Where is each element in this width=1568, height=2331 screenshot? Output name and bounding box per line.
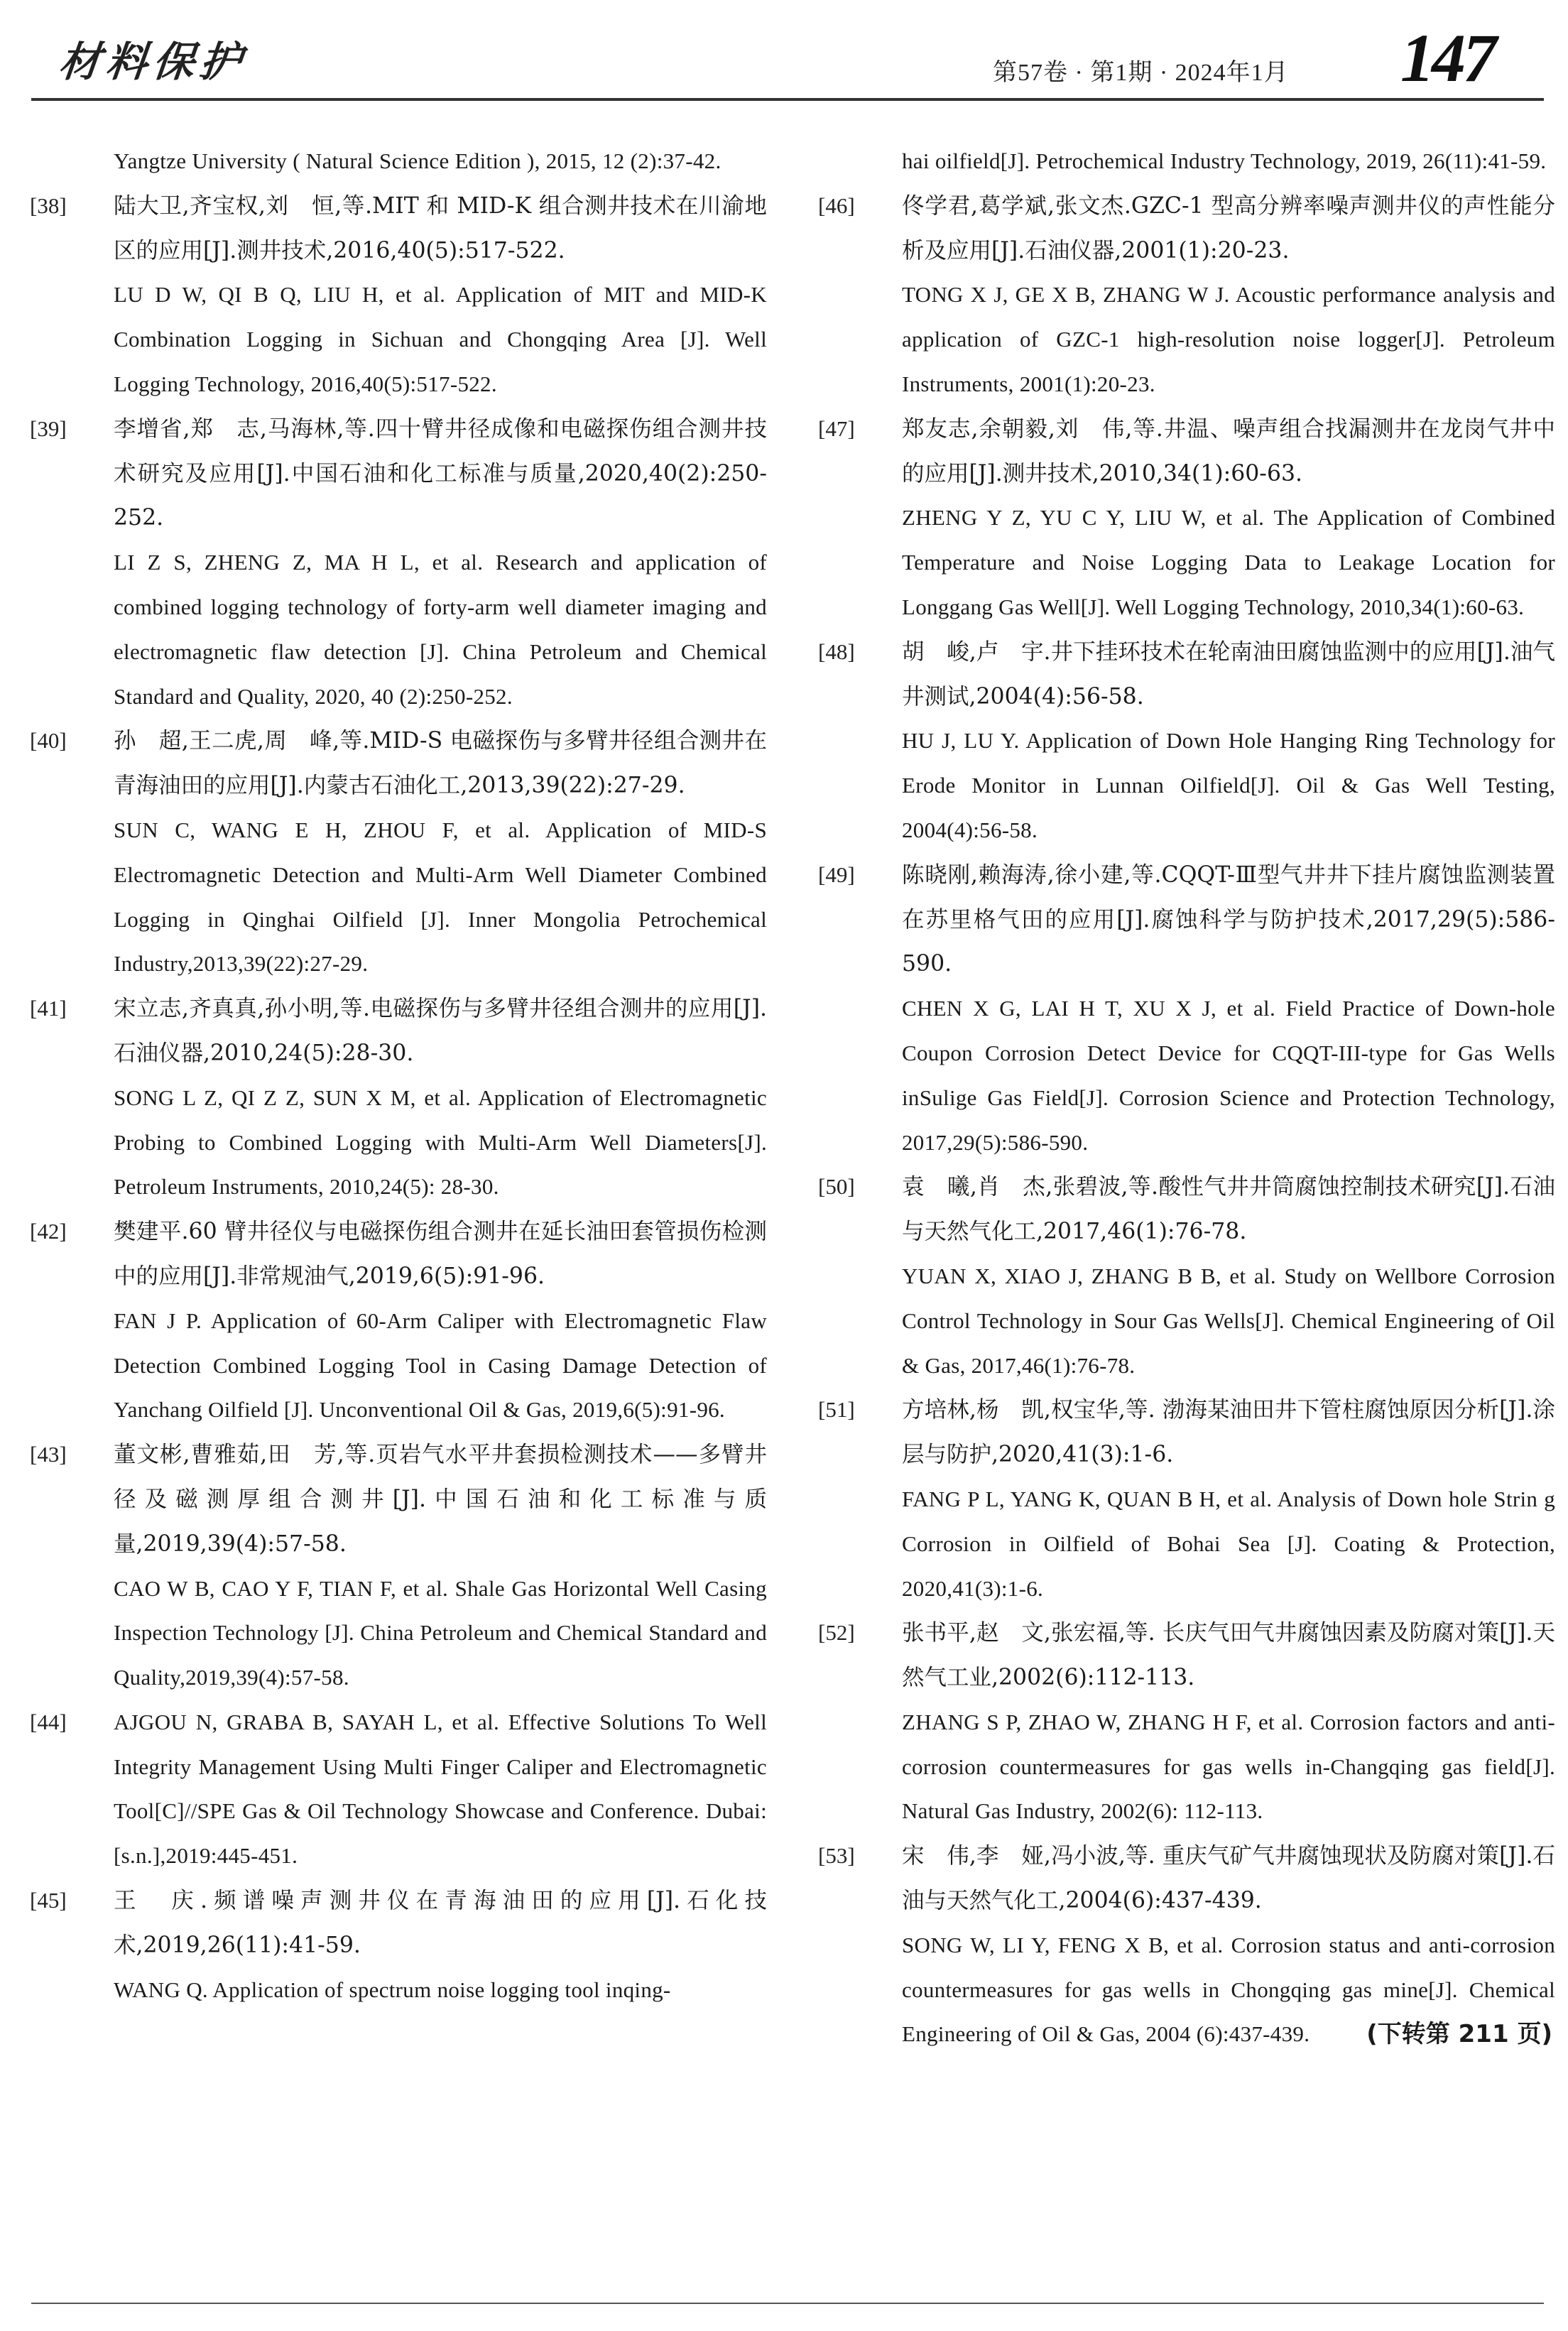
reference-chinese: 李增省,郑 志,马海林,等.四十臂井径成像和电磁探伤组合测井技术研究及应用[J].中国石油和化工标准与质量,2020,40(2):250-252. bbox=[114, 415, 767, 531]
journal-logo: 材料保护 bbox=[56, 38, 250, 86]
reference-chinese: 宋立志,齐真真,孙小明,等.电磁探伤与多臂井径组合测井的应用[J].石油仪器,2010,24(5):28-30. bbox=[114, 996, 767, 1066]
reference-english: AJGOU N, GRABA B, SAYAH L, et al. Effective Solutions To Well Integrity Management Using Multi Finger Caliper and Electromagnetic Tool[C]//SPE Gas & Oil Technology Showcase and Conference. Dubai:[s.n.],2019:445-451. bbox=[114, 1709, 767, 1869]
reference-list-left bbox=[30, 184, 767, 2013]
reference-chinese: 樊建平.60 臂井径仪与电磁探伤组合测井在延长油田套管损伤检测中的应用[J].非常规油气,2019,6(5):91-96. bbox=[114, 1219, 767, 1289]
reference-continuation: Yangtze University ( Natural Science Edition ), 2015, 12 (2):37-42. bbox=[114, 148, 722, 173]
reference-entry bbox=[818, 184, 1555, 407]
reference-chinese: 方培林,杨 凯,权宝华,等. 渤海某油田井下管柱腐蚀原因分析[J].涂层与防护,2020,41(3):1-6. bbox=[902, 1397, 1555, 1468]
reference-chinese: 陈晓刚,赖海涛,徐小建,等.CQQT-Ⅲ型气井井下挂片腐蚀监测装置在苏里格气田的应用[J].腐蚀科学与防护技术,2017,29(5):586-590. bbox=[902, 862, 1555, 977]
reference-entry bbox=[818, 1611, 1555, 1834]
reference-english: HU J, LU Y. Application of Down Hole Hanging Ring Technology for Erode Monitor in Lunnan Oilfield[J]. Oil & Gas Well Testing, 2004(4):56-58. bbox=[902, 728, 1555, 842]
reference-english: SONG L Z, QI Z Z, SUN X M, et al. Application of Electromagnetic Probing to Combined Logging with Multi-Arm Well Diameters[J]. Petroleum Instruments, 2010,24(5): 28-30. bbox=[114, 1085, 767, 1200]
reference-english: FANG P L, YANG K, QUAN B H, et al. Analysis of Down hole Strin g Corrosion in Oilfield of Bohai Sea [J]. Coating & Protection, 2020,41(3):1-6. bbox=[902, 1486, 1555, 1601]
reference-entry bbox=[30, 1700, 767, 1879]
reference-number: [51] bbox=[818, 1397, 855, 1423]
reference-chinese: 佟学君,葛学斌,张文杰.GZC-1 型高分辨率噪声测井仪的声性能分析及应用[J].石油仪器,2001(1):20-23. bbox=[902, 192, 1555, 263]
reference-number: [52] bbox=[818, 1620, 855, 1646]
reference-chinese: 董文彬,曹雅茹,田 芳,等.页岩气水平井套损检测技术——多臂井径及磁测厚组合测井[J].中国石油和化工标准与质量,2019,39(4):57-58. bbox=[114, 1442, 767, 1557]
page-header bbox=[0, 0, 1568, 107]
page-number: 147 bbox=[1400, 20, 1494, 96]
reference-number: [41] bbox=[30, 996, 67, 1021]
reference-chinese: 陆大卫,齐宝权,刘 恒,等.MIT 和 MID-K 组合测井技术在川渝地区的应用[J].测井技术,2016,40(5):517-522. bbox=[114, 192, 767, 263]
continued-on-page-note: (下转第 211 页) bbox=[1355, 2012, 1552, 2057]
reference-chinese: 袁 曦,肖 杰,张碧波,等.酸性气井井筒腐蚀控制技术研究[J].石油与天然气化工,2017,46(1):76-78. bbox=[902, 1174, 1555, 1245]
reference-english: FAN J P. Application of 60-Arm Caliper with Electromagnetic Flaw Detection Combined Logging Tool in Casing Damage Detection of Yanchang Oilfield [J]. Unconventional Oil & Gas, 2019,6(5):91-96. bbox=[114, 1308, 767, 1423]
reference-entry bbox=[818, 1388, 1555, 1611]
reference-number: [49] bbox=[818, 862, 855, 887]
reference-entry bbox=[30, 184, 767, 407]
reference-number: [45] bbox=[30, 1888, 67, 1913]
reference-english: CHEN X G, LAI H T, XU X J, et al. Field Practice of Down-hole Coupon Corrosion Detect Device for CQQT-III-type for Gas Wells inSulige Gas Field[J]. Corrosion Science and Protection Technology, 2017,29(5):586-590. bbox=[902, 996, 1555, 1155]
reference-chinese: 孙 超,王二虎,周 峰,等.MID-S 电磁探伤与多臂井径组合测井在青海油田的应用[J].内蒙古石油化工,2013,39(22):27-29. bbox=[114, 728, 767, 799]
reference-english: SUN C, WANG E H, ZHOU F, et al. Application of MID-S Electromagnetic Detection and Multi-Arm Well Diameter Combined Logging in Qinghai Oilfield [J]. Inner Mongolia Petrochemical Industry,2013,39(22):27-29. bbox=[114, 817, 767, 977]
reference-entry bbox=[818, 853, 1555, 1166]
reference-number: [42] bbox=[30, 1219, 67, 1244]
reference-english: LU D W, QI B Q, LIU H, et al. Application of MIT and MID-K Combination Logging in Sichuan and Chongqing Area [J]. Well Logging Technology, 2016,40(5):517-522. bbox=[114, 282, 767, 396]
reference-entry bbox=[30, 407, 767, 719]
reference-english: TONG X J, GE X B, ZHANG W J. Acoustic performance analysis and application of GZC-1 high-resolution noise logger[J]. Petroleum Instruments, 2001(1):20-23. bbox=[902, 282, 1555, 396]
reference-entry bbox=[818, 1165, 1555, 1388]
reference-entry bbox=[818, 1834, 1555, 2057]
reference-chinese: 胡 峻,卢 宇.井下挂环技术在轮南油田腐蚀监测中的应用[J].油气井测试,2004(4):56-58. bbox=[902, 639, 1555, 710]
left-column bbox=[30, 139, 767, 2012]
reference-chinese: 宋 伟,李 娅,冯小波,等. 重庆气矿气井腐蚀现状及防腐对策[J].石油与天然气化工,2004(6):437-439. bbox=[902, 1843, 1555, 1914]
reference-entry bbox=[30, 1433, 767, 1700]
reference-entry bbox=[30, 719, 767, 987]
reference-chinese: 王 庆.频谱噪声测井仪在青海油田的应用[J].石化技术,2019,26(11):41-59. bbox=[114, 1888, 767, 1958]
reference-continuation: hai oilfield[J]. Petrochemical Industry Technology, 2019, 26(11):41-59. bbox=[902, 148, 1547, 173]
reference-english: SONG W, LI Y, FENG X B, et al. Corrosion status and anti-corrosion countermeasures for gas wells in Chongqing gas mine[J]. Chemical Engineering of Oil & Gas, 2004 (6):437-439. bbox=[902, 1932, 1555, 2047]
reference-number: [47] bbox=[818, 415, 855, 441]
reference-number: [39] bbox=[30, 415, 67, 441]
reference-number: [43] bbox=[30, 1442, 67, 1467]
header-rule bbox=[31, 98, 1544, 101]
reference-chinese: 张书平,赵 文,张宏福,等. 长庆气田气井腐蚀因素及防腐对策[J].天然气工业,2002(6):112-113. bbox=[902, 1620, 1555, 1691]
reference-english: WANG Q. Application of spectrum noise logging tool inqing- bbox=[114, 1977, 671, 2002]
reference-number: [48] bbox=[818, 639, 855, 664]
reference-number: [44] bbox=[30, 1709, 67, 1734]
reference-entry bbox=[30, 1210, 767, 1433]
footer-rule bbox=[31, 2303, 1544, 2304]
reference-english: CAO W B, CAO Y F, TIAN F, et al. Shale Gas Horizontal Well Casing Inspection Technology [J]. China Petroleum and Chemical Standard and Quality,2019,39(4):57-58. bbox=[114, 1575, 767, 1690]
reference-number: [38] bbox=[30, 192, 67, 218]
reference-number: [46] bbox=[818, 192, 855, 218]
reference-chinese: 郑友志,余朝毅,刘 伟,等.井温、噪声组合找漏测井在龙岗气井中的应用[J].测井技术,2010,34(1):60-63. bbox=[902, 415, 1555, 487]
reference-entry bbox=[818, 407, 1555, 630]
issue-info: 第57卷 · 第1期 · 2024年1月 bbox=[993, 60, 1289, 86]
reference-list-right bbox=[818, 184, 1555, 2057]
reference-entry bbox=[30, 987, 767, 1210]
reference-entry bbox=[818, 630, 1555, 853]
reference-number: [40] bbox=[30, 728, 67, 754]
reference-number: [53] bbox=[818, 1843, 855, 1869]
reference-english: ZHENG Y Z, YU C Y, LIU W, et al. The Application of Combined Temperature and Noise Logging Data to Leakage Location for Longgang Gas Well[J]. Well Logging Technology, 2010,34(1):60-63. bbox=[902, 505, 1555, 619]
reference-english: YUAN X, XIAO J, ZHANG B B, et al. Study on Wellbore Corrosion Control Technology in Sour Gas Wells[J]. Chemical Engineering of Oil & Gas, 2017,46(1):76-78. bbox=[902, 1263, 1555, 1378]
reference-number: [50] bbox=[818, 1174, 855, 1200]
reference-entry bbox=[30, 1879, 767, 2012]
right-column bbox=[818, 139, 1555, 2057]
reference-english: LI Z S, ZHENG Z, MA H L, et al. Research and application of combined logging technology of forty-arm well diameter imaging and electromagnetic flaw detection [J]. China Petroleum and Chemical Standard and Quality, 2020, 40 (2):250-252. bbox=[114, 550, 767, 709]
reference-english: ZHANG S P, ZHAO W, ZHANG H F, et al. Corrosion factors and anti-corrosion countermeasures for gas wells in-Changqing gas field[J]. Natural Gas Industry, 2002(6): 112-113. bbox=[902, 1709, 1555, 1824]
